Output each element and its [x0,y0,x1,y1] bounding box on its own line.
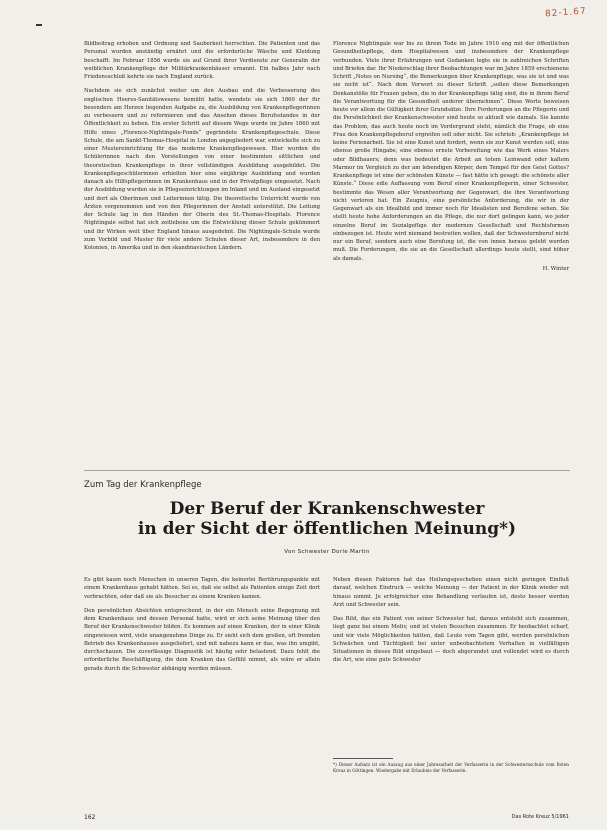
headline-line-1: Der Beruf der Krankenschwester [169,499,485,519]
paragraph: Das Bild, das ein Patient von seiner Schwester hat, daraus entsteht sich zusammen, liegt ganz bei einem Motiv, und ist vielen Besuchen zusammen. Er beobachtet scharf, und wir viele Möglichkeiten hätten, daß Leute vom Tagen gibt, werden persönlichen Schwächen und Tüchtigkeit bei unter unbeobachtetem Verhalten in vielfältigen Situationen in dieses Bild eingebaut — doch abgerundet und vollendet wird es durch die Art, wie eine gute Schwester [333,616,569,664]
footnote-rule [333,758,393,759]
page-number: 162 [84,814,96,821]
paragraph: Es gibt kaum noch Menschen in unseren Tagen, die keinerlei Berührungspunkte mit einem Krankenhaus gehabt hätten. Sei es, daß sie selbst als Patienten einige Zeit dort verbrachten, oder daß sie als Besucher zu einem Kranken kamen. [84,577,320,600]
paragraph: Neben diesen Faktoren hat das Heilungsgeschehen einen nicht geringen Einfluß darauf, welchen Eindruck — welche Meinung — der Patient in der Klinik wieder mit hinaus nimmt. Je erfolgreicher eine Behandlung verlaufen ist, desto besser werden Arzt und Schwester sein. [333,577,569,608]
paragraph: Nachdem sie sich zunächst weiter um den Ausbau und die Verbesserung des englischen Heeres-Sanitätswesens bemüht hatte, wendete sie sich 1860 der für besonders am Herzen liegenden Aufgabe zu, die Ausbildung von Krankenpflegerinnen zu verbessern und zu reformieren und das Ansehen dieses Berufsstandes in der Öffentlichkeit zu heben. Ein erster Schritt auf diesem Wege wurde im Jahre 1860 mit Hilfe eines „Florence-Nightingale-Fonds“ gegründete Krankenpflegeschule. Diese Schule, die am Sankt-Thomas-Hospital in London angegliedert war, entwickelte sich zu einer Mustereinrichtung für das moderne Krankenpflegewesen. Hier wurden die Schülerinnen nach den Vorstellungen von einer bestimmten sittlichen und theoretischen Krankenpflege in ihrer vollständigen Ausbildung ausgebildet. Die Krankenpflegeschülerinnen erhielten hier eine einjährige Ausbildung und wurden danach als Hilfspflegerinnen im Krankenhaus und in der Privatpflege eingesetzt. Nach der Ausbildung wurden sie in Pflegeeinrichtungen im Inland und im Ausland eingesetzt und dort als Oberinnen und Leiterinnen tätig. Die theoretische Unterricht wurde von Ärzten vorgenommen und von den Pflegerinnen der Anstalt unterstützt. Die Leitung der Schule lag in den Händen der Oberin des St.-Thomas-Hospitals. Florence Nightingale selbst hat sich zeitlebens um die Entwicklung dieser Schule gekümmert und ihr Wirken weit über England hinaus ausgedehnt. Die Nightingale-Schule wurde zum Vorbild und Muster für viele andere Schulen dieser Art, insbesondere in den Kolonien, in Amerika und in den skandinavischen Ländern. [84,88,320,251]
bottom-right-column [333,576,569,671]
bottom-left-column [84,576,320,679]
top-right-column [333,40,569,273]
headline-line-2: in der Sicht der öffentlichen Meinung*) [137,519,517,539]
paragraph: Bildbeitrag erhoben und Ordnung und Sauberkeit herrschten. Die Patienten und das Personal wurden anständig ernährt und die erforderliche Wäsche und Kleidung beschafft. Im Februar 1856 wurde sie auf Grund ihrer Verdienste zur Generalin der weiblichen Krankenpflege der Militärkrankenhäuser ernannt. Ein halbes Jahr nach Friedensschluß kehrte sie nach England zurück. [84,41,320,80]
article-rubric: Zum Tag der Krankenpflege [84,480,202,490]
byline: Von Schwester Dorle Martin [284,549,370,555]
paragraph: Florence Nightingale war bis zu ihrem Tode im Jahre 1910 eng mit der öffentlichen Gesundheitspflege, dem Hospitalwesen und insbesondere der Krankenpflege verbunden. Viele ihrer Erfahrungen und Gedanken legte sie in zahlreichen Schriften und Briefen dar. Ihr Niederschlag ihrer Beobachtungen war im Jahre 1859 erschienene Schrift „Notes on Nursing“, die Bemerkungen über Krankenpflege, was sie ist und was sie nicht ist“. Nach dem Vorwort zu dieser Schrift „sollen diese Bemerkungen Denkanstöße für Frauen geben, die in der Krankenpflege tätig sind, die in ihrem Beruf die Verantwortung für die Gesundheit anderer übernehmen“. Diese Worte beweisen heute vor allem die Gültigkeit ihrer Grundsätze. Ihre Forderungen an die Pflegerin und die Persönlichkeit der Krankenschwester sind heute so aktuell wie damals. Sie kannte das Problem, das auch heute noch im Vordergrund steht, nämlich die Frage, ob eine Frau den Krankenpflegeberuf ergreifen soll oder nicht. Sie schrieb: „Krankenpflege ist keine Ferienarbeit. Sie ist eine Kunst und fordert, wenn sie zur Kunst werden soll, eine ebenso große Hingabe, eine ebenso ernste Vorbereitung wie das Werk eines Malers oder Bildhauers; denn was bedeutet die Arbeit an totem Leinwand oder kaltem Marmor im Vergleich zu der am lebendigen Körper, dem Tempel für den Geist Gottes? Krankenpflege ist eine der schönsten Künste — fast hätte ich gesagt: die schönste aller Künste.“ Diese edle Auffassung vom Beruf einer Krankenpflegerin, einer Schwester, bestimmte das Wesen aller Verantwortung der Gegenwart, die ihre Verantwortung nicht verloren hat. Ein Zeugnis, eine persönliche Anforderung, die wir in der Gegenwart als ein Idealbild und immer noch für Idealisten und Berufene sehen. Sie stellt heute hohe Anforderungen an die Pflege, die nur dort gelingen kann, wo jeder einzelne Beruf im Sozialgefüge der modernen Gesellschaft und Rechtsformen einbezogen ist. Heute wird niemand bestreiten wollen, daß der Schwesternberuf nicht nur ein Beruf, sondern auch eine Berufung ist, die von innen heraus gelebt werden muß. Die Forderungen, die sie an die Gesellschaft allerdings heute stellt, sind höher als damals. [333,41,569,262]
paragraph: Den persönlichen Absichten entsprechend, in der ein Mensch seine Begegnung mit dem Krankenhaus und dessen Personal hatte, wird er sich seine Meinung über den Beruf der Krankenschwester bilden. Es kommen auf einen Kranken, der in einer Klinik eingewiesen wird, viele unangenehme Dinge zu. Er sieht sich dem großen, oft fremden Betrieb des Krankenhauses ausgeliefert, und mit nahezu kann er das, was ihn umgibt, durchschauen. Die zuverlässige Diagnostik ist häufig sehr belastend. Dazu fehlt die erforderliche Beschäftigung, die dem Kranken das Gefühl nimmt, als wäre er allein gerade durch die Schwester abhängig werden müssen. [84,607,320,672]
article-headline [84,499,570,539]
footnote: *) Dieser Aufsatz ist ein Auszug aus einer Jahresarbeit der Verfasserin in der Schwesternschule vom Roten Kreuz in Göttingen. Wiedergabe mit Erlaubnis der Verfasserin. [333,762,569,773]
handwritten-page-mark: 82-1.67 [544,6,588,20]
margin-mark [36,24,42,26]
top-left-column [84,40,320,258]
section-divider [84,470,570,471]
author-signature: H. Winter [542,265,569,272]
journal-title: Das Rote Kreuz 5/1961 [511,814,569,820]
